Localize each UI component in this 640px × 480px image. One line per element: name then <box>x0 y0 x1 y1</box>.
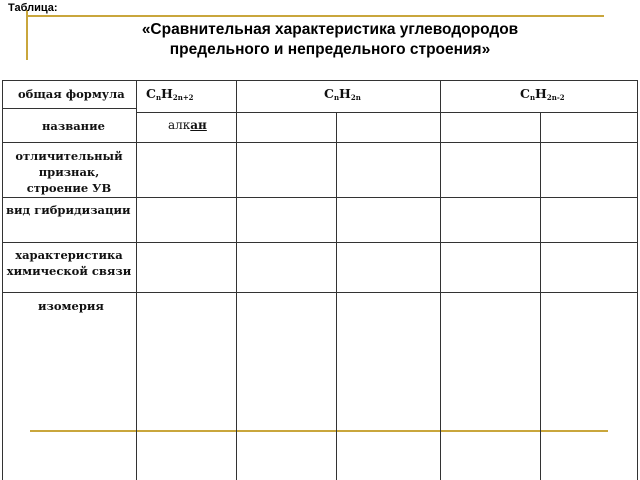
row-line-feature <box>2 197 638 198</box>
row-header-formula: общая формула <box>18 87 125 101</box>
row-header-bond-line-1: характеристика <box>15 248 123 262</box>
row-header-name: название <box>42 119 105 133</box>
header-line-3 <box>236 112 440 113</box>
row-header-bond-line-2: химической связи <box>6 264 132 278</box>
sub-col-divider-alkene <box>336 112 337 480</box>
formula-alkane-c: C <box>146 86 156 101</box>
row-line-hybridization <box>2 242 638 243</box>
row-header-feature-line-1: отличительный <box>15 149 123 163</box>
page-title <box>60 20 600 60</box>
formula-alkyne-h: H <box>535 86 547 101</box>
decor-vertical-line <box>26 10 28 60</box>
decor-bottom-line <box>30 430 608 432</box>
header-line-2 <box>136 112 236 113</box>
row-header-isomerism: изомерия <box>38 299 104 313</box>
formula-alkane-n: n <box>155 93 162 102</box>
formula-alkene-n: n <box>333 93 340 102</box>
sub-col-divider-alkyne <box>540 112 541 480</box>
formula-alkyne-c: C <box>520 86 530 101</box>
title-line-1: «Сравнительная характеристика углеводородов <box>141 21 519 38</box>
row-line-name <box>2 142 638 143</box>
formula-alkyne <box>520 86 565 102</box>
header-line-4 <box>440 112 638 113</box>
name-alkane-suffix: ан <box>190 118 207 132</box>
row-header-feature-line-2: признак, <box>38 165 100 179</box>
table-border-top <box>2 80 638 81</box>
table-border-left <box>2 80 3 480</box>
header-col-divider-2 <box>236 80 237 480</box>
name-alkane-prefix: алк <box>168 118 191 132</box>
formula-alkane-sub: 2n+2 <box>172 93 194 102</box>
formula-alkane-h: H <box>161 86 173 101</box>
decor-top-line <box>28 15 604 17</box>
table-border-right <box>637 80 638 480</box>
formula-alkane <box>146 86 194 102</box>
row-header-feature-line-3: строение УВ <box>26 181 112 195</box>
formula-alkyne-sub: 2n-2 <box>546 93 565 102</box>
header-col-divider-3 <box>440 80 441 480</box>
table-label: Таблица: <box>8 2 58 14</box>
formula-alkene-sub: 2n <box>350 93 361 102</box>
formula-alkene-h: H <box>339 86 351 101</box>
title-line-2: предельного и непредельного строения» <box>169 41 491 58</box>
formula-alkene <box>324 86 361 102</box>
formula-alkyne-n: n <box>529 93 536 102</box>
formula-alkene-c: C <box>324 86 334 101</box>
row-header-feature <box>4 148 134 196</box>
header-line-1 <box>2 108 137 109</box>
row-line-bond <box>2 292 638 293</box>
row-header-hybridization: вид гибридизации <box>6 203 131 217</box>
name-alkane <box>168 118 207 132</box>
header-col-divider-1 <box>136 80 137 480</box>
row-header-bond <box>4 247 134 279</box>
